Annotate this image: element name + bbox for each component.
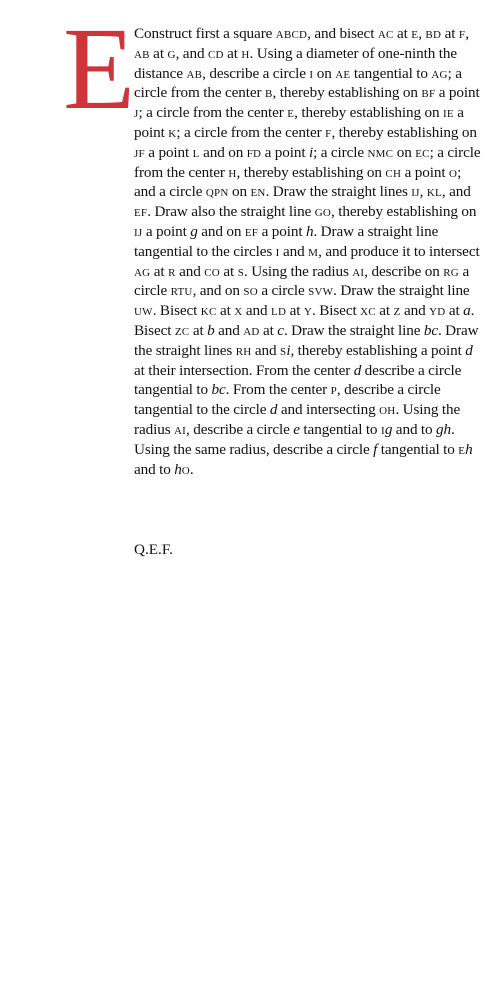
text-run: at their intersection. From the center [134,361,354,379]
italic-label: g [190,222,198,240]
point-label: cd [207,44,224,62]
italic-label: bc [211,381,226,399]
text-run: . Draw also the straight line [147,203,315,221]
text-run: a circle [257,282,309,300]
text-run: and to [392,420,437,438]
italic-label: c [277,321,284,339]
text-run: . Draw the straight lines [265,183,412,201]
point-label: so [243,282,258,300]
text-run: and [400,302,430,320]
text-run: at [259,321,278,339]
italic-label: bc [423,321,438,339]
text-run: a point [261,143,310,161]
point-label: co [204,262,220,280]
point-label: x [234,302,243,320]
text-run: tangential to [377,440,459,458]
point-label: rtu [170,282,193,300]
text-run: , thereby establishing on [272,84,422,102]
point-label: nmc [367,143,394,161]
point-label: en [250,183,266,201]
point-label: kc [200,302,217,320]
point-label: ef [244,222,259,240]
point-label: ld [271,302,287,320]
point-label: o [181,460,190,478]
text-run: , thereby establishing a point [290,341,466,359]
point-label: zc [174,321,190,339]
point-label: yd [429,302,446,320]
point-label: ai [174,420,187,438]
text-run: , thereby establishing on [294,104,444,122]
text-run: at [223,44,242,62]
point-label: g [167,44,176,62]
text-run: , and [175,44,208,62]
text-run: ; a circle from the center [176,123,326,141]
italic-label: gh [436,420,452,438]
point-label: ch [385,163,402,181]
point-label: ie [443,104,454,122]
paragraph-text [134,24,484,479]
text-run: , thereby establishing on [236,163,386,181]
text-run: describe a circle tangential to [134,361,462,399]
point-label: i [380,420,385,438]
text-run: ; a circle [313,143,368,161]
point-label: i [309,64,314,82]
text-run: . Using the radius [244,262,353,280]
text-run: . Draw the straight line [333,282,470,300]
point-label: ec [415,143,430,161]
italic-label: i [309,143,314,161]
italic-label: i [286,341,291,359]
point-label: f [325,123,332,141]
point-label: ij [134,222,143,240]
point-label: fd [246,143,262,161]
italic-label: h [465,440,473,458]
point-label: bf [421,84,436,102]
point-label: ac [377,25,394,42]
text-run: . Bisect [152,302,201,320]
text-run: and [214,321,244,339]
point-label: s [280,341,287,359]
point-label: y [303,302,313,320]
text-run: ; a circle from the center [138,104,288,122]
text-run: , thereby establishing on [331,203,477,221]
point-label: r [168,262,176,280]
point-label: ag [134,262,151,280]
text-run: at [219,262,238,280]
italic-label: h [174,460,182,478]
text-run: at [149,44,168,62]
text-run: on [393,143,416,161]
text-run: . Bisect [134,302,475,339]
text-run: at [441,25,459,42]
text-run: a point [258,222,306,240]
text-run: a point [401,163,449,181]
point-label: bd [425,25,442,42]
text-run: at [150,262,169,280]
text-run: . Bisect [312,302,361,320]
text-run: , describe a circle [186,420,294,438]
point-label: k [168,123,177,141]
text-run: at [375,302,394,320]
point-label: o [448,163,458,181]
point-label: ai [352,262,365,280]
text-run: , describe on [364,262,444,280]
point-label: xc [360,302,376,320]
point-label: ae [335,64,351,82]
text-run: , describe a circle [202,64,310,82]
point-label: uw [134,302,153,320]
point-label: z [393,302,401,320]
italic-label: e [293,420,300,438]
text-run: on [313,64,336,82]
italic-label: d [269,401,278,419]
text-run: a point [142,222,191,240]
italic-label: f [373,440,378,458]
text-run: and to [134,460,175,478]
text-run: , [465,25,469,42]
point-label: e [458,440,466,458]
text-run: . Draw the straight line [283,321,424,339]
text-run: , [419,183,427,201]
italic-label: d [465,341,473,359]
point-label: abcd [275,25,308,42]
point-label: ad [243,321,260,339]
text-run: at [393,25,412,42]
point-label: rg [443,262,459,280]
drop-cap-letter: E [63,3,136,134]
text-run: a circle [134,262,470,300]
point-label: s [237,262,245,280]
text-run: . Draw a straight line tangential to the circles [134,222,439,260]
point-label: e [287,104,295,122]
point-label: ag [431,64,448,82]
text-run: . From the center [225,381,331,399]
text-run: ; a circle from the center [134,64,462,102]
text-run: and [242,302,272,320]
text-run: at [216,302,235,320]
text-run: at [445,302,464,320]
point-label: i [275,242,280,260]
point-label: ef [134,203,148,221]
point-label: kl [426,183,442,201]
point-label: ab [186,64,203,82]
italic-label: g [384,420,393,438]
italic-label: h [305,222,314,240]
point-label: jf [134,143,145,161]
italic-label: a [463,302,471,320]
text-run: and [251,341,280,359]
text-run: , describe a circle tangential to the circle [134,381,441,419]
text-run: tangential to [299,420,381,438]
point-label: ab [134,44,150,62]
point-label: rh [235,341,252,359]
text-run: , and produce it to intersect [318,242,480,260]
point-label: f [458,25,466,42]
text-run: ; and a circle [134,163,462,201]
point-label: h [241,44,250,62]
text-run: a point [435,84,480,102]
text-run: . Using the radius [134,401,461,438]
italic-label: d [353,361,362,379]
text-run: and [279,242,309,260]
text-run: . [189,460,194,478]
text-run: , and [441,183,471,201]
point-label: h [228,163,237,181]
text-run: and [175,262,205,280]
text-run: . Using a diameter of one-ninth the distance [134,44,457,82]
point-label: e [411,25,419,42]
text-run: tangential to [350,64,432,82]
point-label: l [192,143,200,161]
text-run: . Using the same radius, describe a circle [134,420,455,458]
point-label: ij [411,183,420,201]
text-run: and on [197,222,245,240]
text-run: at [189,321,208,339]
point-label: p [330,381,337,399]
text-run: at [286,302,304,320]
point-label: svw [308,282,334,300]
closing-qef: Q.E.F. [134,541,173,558]
text-run: , and on [192,282,244,300]
point-label: b [264,84,273,102]
point-label: qpn [205,183,229,201]
text-run: , [418,25,426,42]
text-run: , and bisect [307,25,378,42]
text-run: Construct first a square [134,25,276,42]
construction-paragraph [134,24,484,479]
text-run: and on [199,143,247,161]
point-label: m [308,242,319,260]
text-run: ; a circle from the center [134,143,481,181]
text-run: , thereby establishing on [331,123,477,141]
point-label: go [314,203,332,221]
point-label: oh [379,401,396,419]
text-run: . Draw the straight lines [134,321,479,359]
italic-label: b [207,321,215,339]
text-run: and intersecting [277,401,380,419]
text-run: a point [144,143,193,161]
text-run: on [228,183,251,201]
text-run: a point [134,104,464,141]
point-label: j [134,104,139,122]
